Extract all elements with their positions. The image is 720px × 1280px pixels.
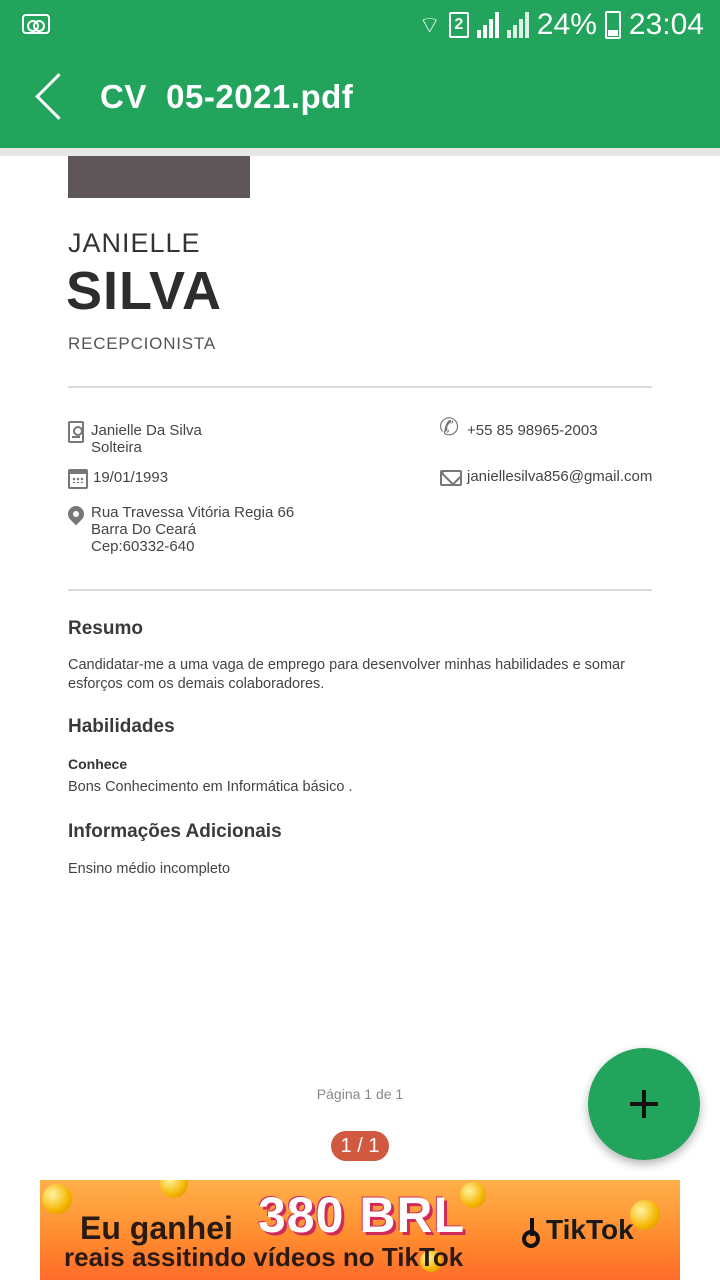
job-role: RECEPCIONISTA [68,334,216,353]
skills-subheading: Conhece [68,756,128,772]
coin-decoration [42,1184,72,1214]
phone-number: +55 85 98965-2003 [467,422,598,439]
email-icon [440,470,462,486]
signal-icon-2 [507,12,529,38]
location-pin-icon [65,503,88,526]
calendar-icon [68,469,88,489]
signal-icon [477,12,499,38]
coin-decoration [160,1180,188,1198]
tiktok-logo-icon [522,1218,542,1242]
address [91,504,294,555]
pdf-viewer[interactable] [0,148,720,1172]
additional-info-text: Ensino médio incompleto [68,861,231,877]
battery-icon [605,11,621,39]
page-footer: Página 1 de 1 [316,1086,404,1102]
sim-slot-icon: 2 [449,12,469,38]
divider [68,386,652,388]
phone-icon: ✆ [439,414,460,441]
voicemail-icon [22,14,50,34]
full-name: Janielle Da Silva [91,422,202,439]
last-name: SILVA [66,261,223,321]
summary-heading: Resumo [68,618,143,639]
add-fab-button[interactable] [588,1048,700,1160]
address-zip: Cep:60332-640 [91,538,195,555]
coin-decoration [630,1200,660,1230]
profile-photo-redacted [68,156,250,198]
pdf-page [0,156,720,1172]
page-indicator: 1 / 1 [331,1131,389,1161]
clock: 23:04 [628,8,704,41]
document-title: CV 05-2021.pdf [100,78,354,115]
ad-brand: TikTok [546,1214,634,1245]
battery-percent: 24% [536,8,597,41]
app-bar [0,50,720,148]
ad-banner[interactable] [40,1180,680,1280]
skills-text: Bons Conhecimento em Informática básico . [68,779,353,795]
back-arrow-icon[interactable] [28,72,72,128]
email-address: janiellesilva856@gmail.com [467,468,653,485]
status-icons [418,6,704,44]
address-street: Rua Travessa Vitória Regia 66 [91,504,295,521]
ad-subline: reais assitindo vídeos no TikTok [64,1242,464,1272]
divider [68,589,652,591]
summary-text: Candidatar-me a uma vaga de emprego para desenvolver minhas habilidades e somar esforços com os demais colaboradores. [68,657,625,692]
wifi-icon: ⌔ [418,12,441,39]
birth-date: 19/01/1993 [93,469,169,486]
skills-heading: Habilidades [68,716,175,737]
additional-info-heading: Informações Adicionais [68,821,282,842]
status-bar [0,0,720,50]
ad-amount: 380 BRL [258,1187,466,1243]
marital-status: Solteira [91,439,142,456]
top-bar [0,0,720,148]
id-card-icon [68,421,84,443]
ad-area [0,1172,720,1280]
ad-headline: Eu ganhei [80,1210,233,1246]
personal-name [91,422,202,456]
address-district: Barra Do Ceará [91,521,197,538]
first-name: JANIELLE [68,228,201,258]
